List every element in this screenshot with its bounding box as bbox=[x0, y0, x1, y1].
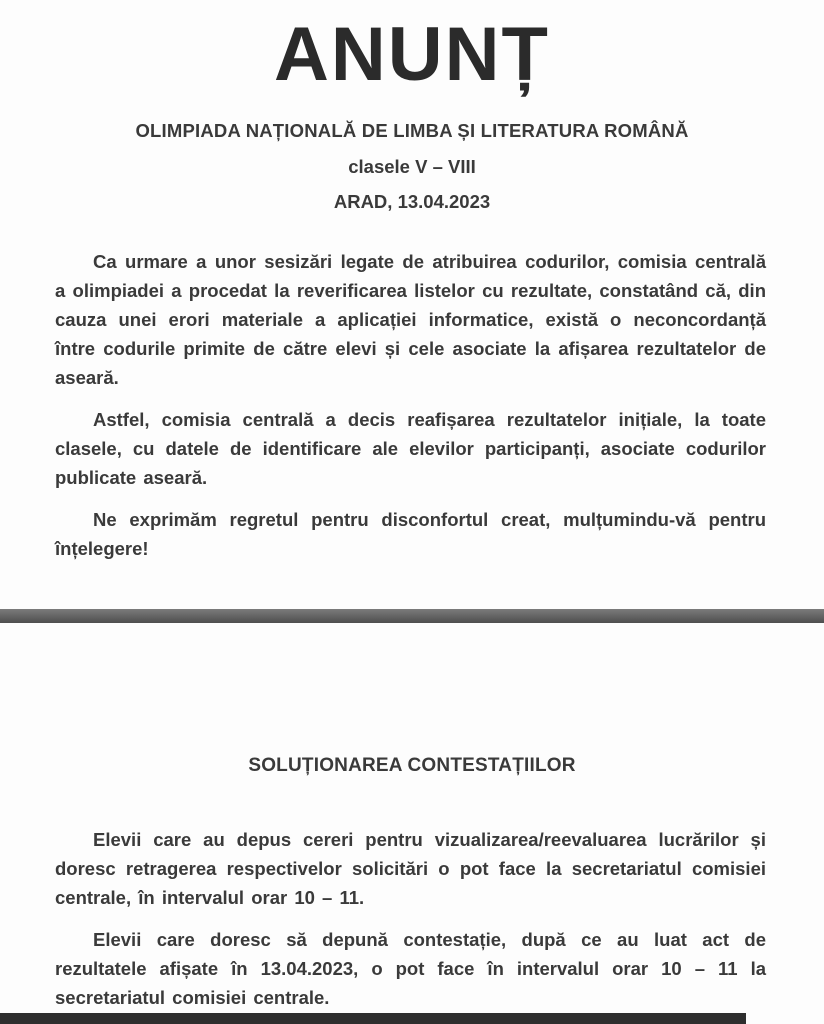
contestations-paragraph-2: Elevii care doresc să depună contestație, după ce au luat act de rezultatele afișate în 13.04.2023, o pot face în intervalul orar 10 – 11 la secretariatul comisiei centrale. bbox=[55, 929, 766, 1009]
announcement-body bbox=[55, 247, 766, 563]
location-date: ARAD, 13.04.2023 bbox=[333, 191, 491, 213]
bottom-page-edge-bar bbox=[0, 1013, 746, 1024]
section-divider-bar bbox=[0, 609, 824, 623]
classes-line: clasele V – VIII bbox=[348, 156, 476, 178]
announcement-paragraph-3: Ne exprimăm regretul pentru disconfortul creat, mulțumindu-vă pentru înțelegere! bbox=[55, 509, 766, 560]
announcement-paragraph-1: Ca urmare a unor sesizări legate de atribuirea codurilor, comisia centrală a olimpiadei a procedat la reverificarea listelor cu rezultate, constatând că, din cauza unei erori materiale a aplicației informatice, există o neconcordanță între codurile primite de către elevi și cele asociate la afișarea rezultatelor de aseară. bbox=[55, 251, 766, 389]
document-title: ANUNȚ bbox=[274, 12, 550, 97]
contestations-paragraph-1: Elevii care au depus cereri pentru vizualizarea/reevaluarea lucrărilor și doresc retragerea respectivelor solicitări o pot face la secretariatul comisiei centrale, în intervalul orar 10 – 11. bbox=[55, 829, 766, 909]
contestations-section-heading: SOLUȚIONAREA CONTESTAȚIILOR bbox=[248, 755, 576, 777]
olympiad-name: OLIMPIADA NAȚIONALĂ DE LIMBA ȘI LITERATURA ROMÂNĂ bbox=[135, 120, 689, 142]
contestations-body bbox=[55, 825, 766, 1012]
announcement-paragraph-2: Astfel, comisia centrală a decis reafișarea rezultatelor inițiale, la toate clasele, cu datele de identificare ale elevilor participanți, asociate codurilor publicate aseară. bbox=[55, 409, 766, 489]
